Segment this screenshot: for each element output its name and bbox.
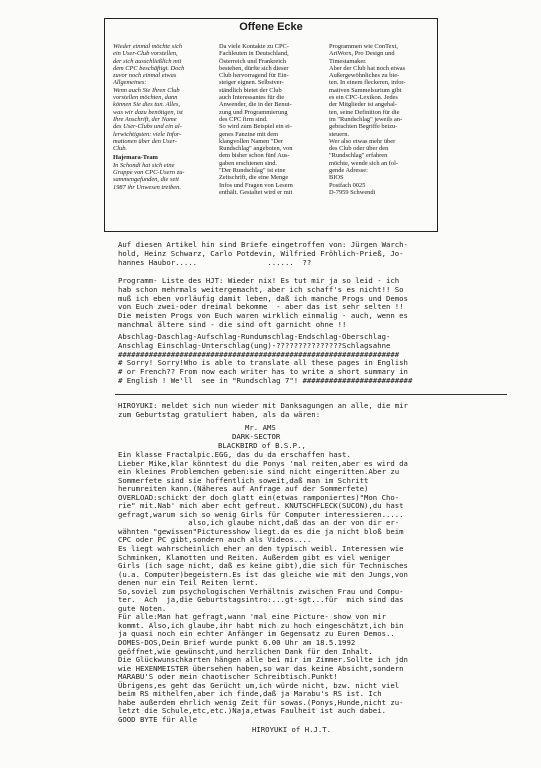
text-line: Auf diesen Artikel hin sind Briefe eingetroffen von: Jürgen Warch-: [118, 240, 408, 249]
text-line: Gruppe von CPC-Usern zu-: [113, 169, 185, 177]
text-line: auch Interessantes für die: [219, 94, 285, 102]
text-line: Infos und Fragen von Lesern: [219, 181, 293, 189]
text-line: gute Noten.: [118, 603, 167, 613]
text-line: Österreich und Frankreich: [219, 57, 287, 65]
text-line: # or French?? From now each writer has to write a short summary in: [118, 367, 408, 377]
text-line: Anschlag Einschlag-Unterschlag(ung)-???????????????Schlagsahne: [118, 340, 391, 350]
text-line: Aber der Club hat noch etwas: [329, 64, 406, 72]
text-line: also,ich glaube nicht,daß das an der von dir er-: [118, 518, 400, 528]
text-line: gefragt,warum sich so wenig Girls für Computer interessieren.....: [118, 509, 404, 519]
text-line: Programm- Liste des HJT: Wieder nix! Es tut mir ja so leid - ich: [118, 276, 400, 285]
text-line: ja quasi noch ein echter Anfänger im Gegensatz zu Euren Demos..: [118, 629, 395, 639]
text-line: So wird zum Beispiel ein ei-: [219, 123, 292, 131]
text-line: hannes Haubor..... ...... ??: [118, 257, 312, 267]
text-line: von Euch zwei-oder dreimal bekomme - aber das ist sehr selten !!: [118, 302, 404, 312]
text-line: des Club oder über den: [329, 145, 389, 153]
greeting-name-1: Mr. AMS: [245, 423, 276, 432]
text-line: der sich ausschließlich mit: [113, 57, 182, 65]
text-line: Postfach 0025: [329, 181, 366, 189]
text-line: letzt die Schule,etc,etc.)Naja,etwas Faulheit ist auch dabei.: [118, 706, 386, 716]
text-line: muß ich eben vorläufig damit leben, daß ich manche Progs und Demos: [118, 293, 408, 303]
text-line: habe außerdem ehrlich wenig Zeit für sowas.(Ponys,Hunde,nicht zu-: [118, 697, 404, 707]
text-line: wähnten "gewissen"Picturesshow liegt.da es die ja nicht bloß beim: [118, 526, 404, 536]
text-line: zuvor noch einmal etwas: [113, 72, 177, 80]
text-line: denen nur ein Teil Reiten lernt.: [118, 578, 259, 588]
box-column-3: [329, 43, 433, 196]
text-line: was wir dazu benötigen, ist: [113, 108, 183, 116]
text-line: dem CPC beschäftigt. Doch: [113, 64, 185, 72]
text-line: # English ! We'll see in "Rundschlag 7"! #########################: [118, 375, 413, 385]
text-line: D-7959 Schwendi: [329, 188, 376, 196]
text-line: im "Rundschlag" jeweils an-: [329, 115, 403, 123]
text-line: Club.: [113, 145, 128, 153]
letter-body: [118, 451, 408, 725]
text-line: zung und Programmierung: [219, 108, 288, 116]
text-line: Abschlag-Daschlag-Aufschlag-Rundumschlag-Endschlag-Oberschlag-: [118, 332, 391, 341]
text-line: gaben erschienen sind.: [219, 159, 278, 167]
text-line: lerwichtigsten: viele Infor-: [113, 130, 182, 138]
text-line: So,soviel zum psychologischen Verhältnis zwischen Frau und Compu-: [118, 586, 404, 596]
text-line: wie HEXENMEISTER übersehen haben,so war das keine Absicht,sondern: [118, 663, 404, 673]
text-line: # Sorry! Sorry!Who is able to translate all these pages in English: [118, 358, 408, 368]
text-line: rie" mit.Nab' mich aber echt gefreut. KNUTSCHFLECK(SUCON),du hast: [118, 501, 404, 511]
text-line: Programmen wie ConText,: [329, 43, 398, 50]
box-column-2: [219, 43, 323, 196]
text-line: Sommerfete sind sie hoffentlich soweit,daß man im Schritt: [118, 475, 369, 485]
text-line: Die meisten Progs von Euch waren wirklich einmalig - auch, wenn es: [118, 311, 408, 321]
text-line: manchmal ältere sind - die sind oft garnicht ohne !!: [118, 319, 347, 329]
text-line: In Schondi hat sich eine: [113, 161, 175, 169]
text-line: beim RS mithelfen,aber ich finde,daß ja Marabu's RS ist. Ich: [118, 689, 382, 699]
hiroyuki-intro: [118, 402, 408, 420]
text-line: Lieber Mike,klar könntest du die Ponys 'mal reiten,aber es wird da: [118, 458, 408, 468]
text-line: Timestamaker.: [329, 57, 367, 65]
text-line: ################################################################: [118, 349, 400, 359]
schlag-block: [118, 333, 412, 386]
text-line: mationen über den User-: [113, 137, 177, 145]
text-line: "Der Rundschlag" ist eine: [219, 167, 286, 175]
text-line: GOOD BYTE für Alle: [118, 714, 198, 724]
text-line: ter. Ach ja,die Geburtstagsintro:...gt-sgt...für mich sind das: [118, 595, 404, 605]
text-line: Schminken, Klamotten und Reiten. Außerdem gibt es viel weniger: [118, 552, 391, 562]
text-line: gebrachten Begriffe beizu-: [329, 123, 398, 131]
signature: HIROYUKI of H.J.T.: [252, 725, 332, 734]
text-line: Allgemeines:: [113, 79, 147, 87]
text-line: ein User-Club vorstellen,: [113, 50, 178, 58]
text-line: Wenn auch Sie Ihren Club: [113, 86, 180, 94]
separator-line: [115, 394, 507, 395]
text-line: sammengefunden, die seit: [113, 176, 179, 184]
text-line: Anwender, die in der Benut-: [219, 101, 292, 109]
text-line: dem bisher schon fünf Aus-: [219, 152, 290, 160]
text-line: klangvollen Namen "Der: [219, 137, 284, 145]
text-line: gende Adresse:: [329, 167, 368, 175]
club-heading: Hajemara-Team: [113, 154, 158, 162]
text-line: hab schon mehrmals weitergemacht, aber ich schaff's es nicht!! So: [118, 284, 404, 294]
text-line: MARABU'S oder mein chaotischer Schreibtisch.Punkt!: [118, 672, 338, 682]
text-line: ArtWorx, Pro Design und: [329, 50, 395, 58]
text-line: Rundschlag" angeboten, von: [219, 145, 293, 153]
text-line: mativen Sammelsurium gibt: [329, 86, 402, 94]
text-line: möchte, wende sich an fol-: [329, 159, 399, 167]
program-list-paragraph: [118, 277, 408, 330]
text-line: können Sie dies tun. Alles,: [113, 101, 180, 109]
text-line: "Rundschlag" erfahren: [329, 152, 388, 160]
text-line: Ihre Anschrift, der Name: [113, 115, 177, 123]
text-line: Außergewöhnliches zu bie-: [329, 72, 400, 80]
text-line: zum Geburtstag gratuliert haben, als da wären:: [118, 409, 321, 419]
text-line: ten, seine Definition für die: [329, 108, 400, 116]
text-line: steuern.: [329, 130, 350, 138]
text-line: enthält. Gestaltet wird er mit: [219, 188, 293, 196]
text-line: DOMES-DOS,Dein Brief wurde punkt 6.00 Uhr am 18.5.1992: [118, 638, 356, 648]
text-line: Es liegt wahrscheinlich eher an den typisch weibl. Interessen wie: [118, 544, 404, 554]
text-line: (u.a. Computer)begeistern.Es ist das gleiche wie mit den Jungs,von: [118, 569, 408, 579]
text-line: es ein CPC-Lexikon. Jedes: [329, 94, 398, 102]
text-line: Wer also etwas mehr über: [329, 137, 396, 145]
text-line: Zeitschrift, die eine Menge: [219, 174, 289, 182]
greeting-name-3: BLACKBIRD of B.S.P.,: [218, 441, 306, 450]
text-line: bestehen, dürfte sich dieser: [219, 64, 289, 72]
text-line: genes Fanzine mit dem: [219, 130, 279, 138]
text-line: 1987 ihr Unwesen treiben.: [113, 183, 181, 191]
text-line: ein kleines Problemchen geben:sie sind nicht eingeritten.Aber zu: [118, 467, 400, 477]
text-line: Fachleuten in Deutschland,: [219, 50, 289, 58]
text-line: OVERLOAD:schickt der doch glatt ein(etwas ramponiertes)"Mon Cho-: [118, 492, 400, 502]
offene-ecke-box: [104, 18, 438, 232]
text-line: des User-Clubs und ein al-: [113, 123, 182, 131]
box-title: Offene Ecke: [239, 21, 303, 33]
text-line: kommt. Also,ich glaube,ihr habt mich zu hoch eingeschätzt,ich bin: [118, 620, 404, 630]
text-line: HIROYUKI: meldet sich nun wieder mit Danksagungen an alle, die mir: [118, 401, 408, 410]
text-line: Für alle:Man hat gefragt,wann 'mal eine Picture- show von mir: [118, 612, 386, 622]
text-line: Wieder einmal möchte sich: [113, 43, 183, 50]
text-line: steiger eignen. Selbstver-: [219, 79, 284, 87]
text-line: der Mitglieder ist angehal-: [329, 101, 397, 109]
text-line: Girls (ich sage nicht, daß es keine gibt),die sich für Technisches: [118, 561, 408, 571]
text-line: Club hervorragend für Ein-: [219, 72, 289, 80]
text-line: Da viele Kontakte zu CPC-: [219, 43, 289, 50]
text-line: BIOS: [329, 174, 344, 182]
greeting-name-2: DARK-SECTOR: [232, 432, 281, 441]
text-line: geöffnet,wie gewünscht,und herzlichen Dank für den Inhalt.: [118, 646, 373, 656]
text-line: Die Glückwunschkarten hängen alle bei mir im Zimmer.Sollte ich jdn: [118, 655, 408, 665]
text-line: Ein klasse Fractalpic.EGG, das du da erschaffen hast.: [118, 450, 351, 459]
text-line: Übrigens,es geht das Gerücht um,ich würde nicht, bzw. nicht viel: [118, 680, 400, 690]
text-line: herumreiten kann.(Näheres auf Anfrage auf der Sommerfete): [118, 484, 369, 494]
text-line: CPC oder PC gibt,sondern auch als Videos....: [118, 535, 312, 545]
text-line: ständlich bietet der Club: [219, 86, 282, 94]
text-line: ten. In einem fleckeren, infor-: [329, 79, 406, 87]
box-column-1: [113, 43, 211, 191]
letters-paragraph: [118, 241, 408, 267]
text-line: vorstellen möchten, dann: [113, 94, 178, 102]
text-line: des CPC firm sind.: [219, 115, 268, 123]
text-line: hold, Heinz Schwarz, Carlo Potdevin, Wilfried Fröhlich-Prieß, Jo-: [118, 248, 404, 258]
